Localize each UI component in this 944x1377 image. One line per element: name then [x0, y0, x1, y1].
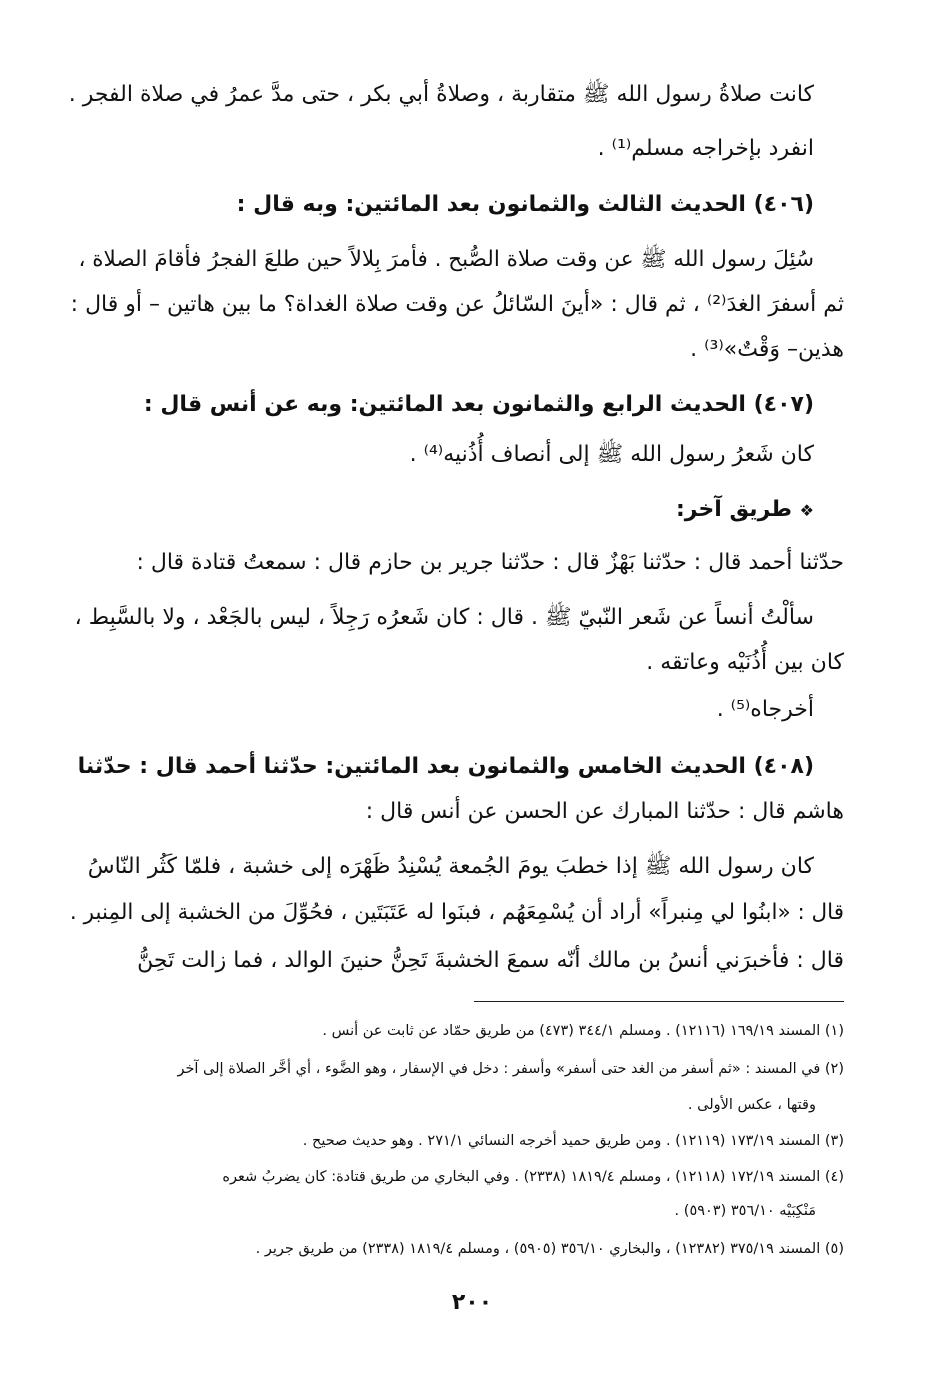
text-line: كان بين أُذُنَيْه وعاتقه . — [646, 650, 844, 675]
text-line: قال : فأخبرَني أنسُ بن مالك أنّه سمعَ الخشبةَ تَحِنُّ حنينَ الوالد ، فما زالت تَحِنُّ — [137, 948, 844, 973]
footnote-5: (٥) المسند ٣٧٥/١٩ (١٢٣٨٢) ، والبخاري ٣٥٦/١٠ (٥٩٠٥) ، ومسلم ١٨١٩/٤ (٢٣٣٨) من طريق جرير . — [255, 1241, 844, 1257]
page-number: ٢٠٠ — [451, 1290, 493, 1315]
text-line: أخرجاه⁽⁵⁾ . — [716, 697, 814, 722]
text-line: هاشم قال : حدّثنا المبارك عن الحسن عن أنس قال : — [365, 799, 844, 824]
diamond-bullet-icon: ❖ — [799, 501, 814, 520]
alt-path-heading — [70, 495, 814, 526]
text-line: كان شَعرُ رسول الله ﷺ إلى أنصاف أُذُنيه⁽⁴⁾ . — [409, 442, 814, 467]
alt-path-label: طريق آخر: — [675, 497, 792, 522]
text-line: سُئِلَ رسول الله ﷺ عن وقت صلاة الصُّبح . فأمرَ بِلالاً حين طلعَ الفجرُ فأقامَ الصلاة ، — [78, 247, 814, 272]
text-line: سألْتُ أنساً عن شَعر النّبيّ ﷺ . قال : كان شَعرُه رَجِلاً ، ليس بالجَعْد ، ولا بالسَّبِط ، — [74, 605, 814, 630]
book-page — [70, 0, 844, 1377]
text-line: هذين– وَقْتٌ»⁽³⁾ . — [690, 337, 844, 362]
hadith-heading-406: (٤٠٦) الحديث الثالث والثمانون بعد المائتين: وبه قال : — [236, 192, 814, 217]
footnote-separator — [474, 1001, 844, 1002]
footnote-4: (٤) المسند ١٧٢/١٩ (١٢١١٨) ، ومسلم ١٨١٩/٤ (٢٣٣٨) . وفي البخاري من طريق قتادة: كان يضربُ شعره — [222, 1169, 844, 1185]
text-line: انفرد بإخراجه مسلم⁽¹⁾ . — [597, 136, 814, 161]
text-line: حدّثنا أحمد قال : حدّثنا بَهْزٌ قال : حدّثنا جرير بن حازم قال : سمعتُ قتادة قال : — [136, 550, 844, 575]
text-line: كان رسول الله ﷺ إذا خطبَ يومَ الجُمعة يُسْنِدُ ظَهْرَه إلى خشبة ، فلمّا كَثُر النّاسُ — [87, 854, 814, 879]
footnote-2: (٢) في المسند : «ثم أسفر من الغد حتى أسفر» وأسفر : دخل في الإسفار ، وهو الضَّوء ، أي أخَّر الصلاة إلى آخر — [177, 1061, 844, 1077]
text-line: كانت صلاةُ رسول الله ﷺ متقاربة ، وصلاةُ أبي بكر ، حتى مدَّ عمرُ في صلاة الفجر . — [68, 82, 814, 107]
text-line: قال : «ابنُوا لي مِنبراً» أراد أن يُسْمِعَهُم ، فبنَوا له عَتَبَتَين ، فحُوِّلَ من الخشبة إلى المِنبر . — [69, 900, 844, 925]
hadith-heading-408: (٤٠٨) الحديث الخامس والثمانون بعد المائتين: حدّثنا أحمد قال : حدّثنا — [77, 754, 814, 779]
hadith-heading-407: (٤٠٧) الحديث الرابع والثمانون بعد المائتين: وبه عن أنس قال : — [143, 392, 814, 417]
footnote-4-continued: مَنْكِبَيْه ٣٥٦/١٠ (٥٩٠٣) . — [674, 1203, 816, 1219]
text-line: ثم أسفرَ الغدَ⁽²⁾ ، ثم قال : «أينَ السّائلُ عن وقت صلاة الغداة؟ ما بين هاتين – أو قال : — [70, 292, 844, 317]
footnote-3: (٣) المسند ١٧٣/١٩ (١٢١١٩) . ومن طريق حميد أخرجه النسائي ٢٧١/١ . وهو حديث صحيح . — [302, 1133, 844, 1149]
footnote-2-continued: وقتها ، عكس الأولى . — [687, 1097, 816, 1113]
footnote-1: (١) المسند ١٦٩/١٩ (١٢١١٦) . ومسلم ٣٤٤/١ (٤٧٣) من طريق حمّاد عن ثابت عن أنس . — [322, 1023, 844, 1039]
